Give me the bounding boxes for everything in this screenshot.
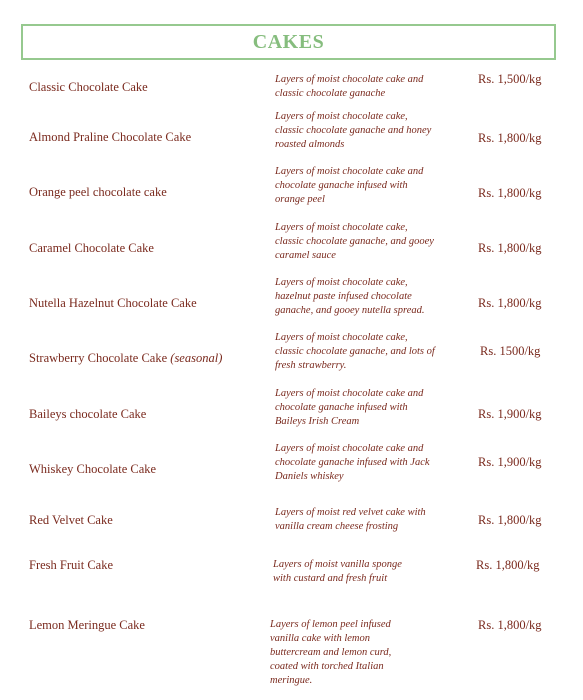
menu-item-description: Layers of moist chocolate cake and chocolate ganache infused with orange peel bbox=[275, 166, 424, 205]
menu-item-description: Layers of moist chocolate cake and chocolate ganache infused with Baileys Irish Cream bbox=[275, 388, 424, 427]
menu-item-price: Rs. 1,800/kg bbox=[478, 131, 542, 145]
menu-item-price: Rs. 1,800/kg bbox=[478, 618, 542, 632]
menu-item-description: Layers of moist chocolate cake, classic chocolate ganache, and lots of fresh strawberry. bbox=[275, 332, 435, 371]
menu-item-price: Rs. 1,900/kg bbox=[478, 407, 542, 421]
menu-item-price: Rs. 1,800/kg bbox=[476, 558, 540, 572]
menu-item-price: Rs. 1,800/kg bbox=[478, 241, 542, 255]
seasonal-note: (seasonal) bbox=[170, 351, 223, 365]
menu-item-name: Classic Chocolate Cake bbox=[29, 80, 148, 94]
menu-item-description: Layers of moist vanilla sponge with custard and fresh fruit bbox=[273, 559, 402, 584]
menu-item-description: Layers of moist chocolate cake and chocolate ganache infused with Jack Daniels whiskey bbox=[275, 443, 430, 482]
menu-item-name: Whiskey Chocolate Cake bbox=[29, 462, 157, 476]
menu-item-name: Lemon Meringue Cake bbox=[29, 618, 145, 632]
menu-item-price: Rs. 1,900/kg bbox=[478, 455, 542, 469]
menu-item-price: Rs. 1,800/kg bbox=[478, 186, 542, 200]
menu-item-name: Red Velvet Cake bbox=[29, 513, 113, 527]
menu-item-description: Layers of moist chocolate cake, classic chocolate ganache and honey roasted almonds bbox=[275, 111, 432, 150]
section-header-box bbox=[21, 24, 556, 60]
menu-item-description: Layers of moist chocolate cake, hazelnut paste infused chocolate ganache, and gooey nutella spread. bbox=[275, 277, 425, 316]
menu-item-price: Rs. 1,800/kg bbox=[478, 296, 542, 310]
menu-item-description: Layers of moist chocolate cake, classic chocolate ganache, and gooey caramel sauce bbox=[275, 222, 434, 261]
menu-item-name: Fresh Fruit Cake bbox=[29, 558, 114, 572]
section-title: CAKES bbox=[252, 30, 325, 53]
menu-item-price: Rs. 1,500/kg bbox=[478, 72, 542, 86]
menu-item-description: Layers of lemon peel infused vanilla cake with lemon buttercream and lemon curd, coated with torched Italian meringue. bbox=[270, 619, 392, 686]
menu-item-name: Orange peel chocolate cake bbox=[29, 185, 167, 199]
menu-item-description: Layers of moist red velvet cake with vanilla cream cheese frosting bbox=[275, 507, 426, 532]
menu-item-price: Rs. 1500/kg bbox=[480, 344, 541, 358]
menu-item-price: Rs. 1,800/kg bbox=[478, 513, 542, 527]
menu-item-name: Almond Praline Chocolate Cake bbox=[29, 130, 192, 144]
menu-item-name: Baileys chocolate Cake bbox=[29, 407, 147, 421]
menu-item-description: Layers of moist chocolate cake and classic chocolate ganache bbox=[275, 74, 424, 99]
menu-item-name: Strawberry Chocolate Cake (seasonal) bbox=[29, 351, 223, 365]
menu-item-name: Nutella Hazelnut Chocolate Cake bbox=[29, 296, 197, 310]
menu-item-name: Caramel Chocolate Cake bbox=[29, 241, 154, 255]
